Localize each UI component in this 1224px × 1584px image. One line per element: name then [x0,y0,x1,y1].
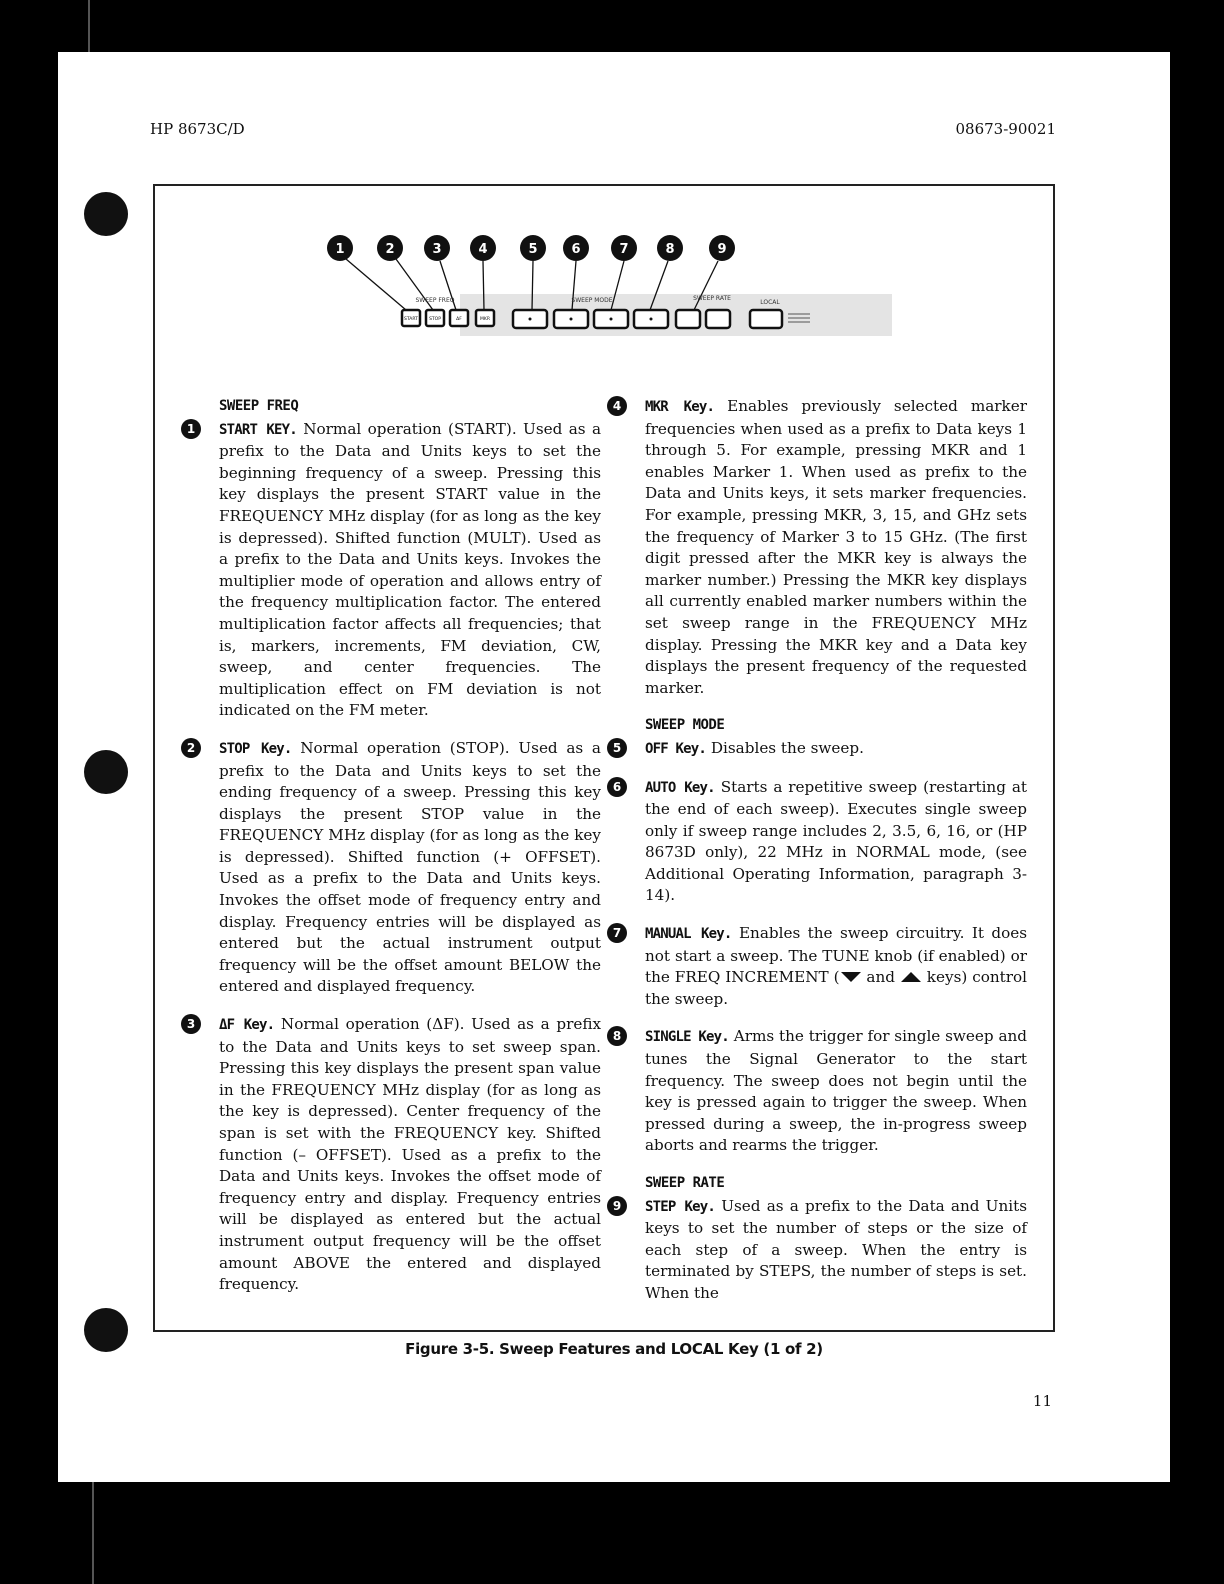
panel-label-sweep-freq: SWEEP FREQ [415,297,455,304]
section-heading-sweep-mode: SWEEP MODE [645,717,725,734]
callout-label-2: 2 [385,242,395,257]
manual-page [58,52,1170,1482]
callout-marker-7: 7 [607,923,627,943]
panel-label-local: LOCAL [760,299,780,306]
mkr-key-label: MKR [480,317,490,322]
start-key-label: START [404,317,418,322]
key-indicator [570,318,573,321]
callout-marker-8: 8 [607,1026,627,1046]
description-item-8 [612,1026,1027,1157]
callout-marker-6: 6 [607,777,627,797]
key-name-off: OFF Key. [645,740,707,757]
callout-marker-9: 9 [607,1196,627,1216]
local-key [750,310,782,328]
key-name-step: STEP Key. [645,1198,716,1215]
scan-edge-mark [92,1482,94,1584]
figure-frame [153,184,1055,1332]
key-name-start: START KEY. [219,421,297,438]
right-column [612,396,1028,1321]
description-text: Disables the sweep. [710,738,864,757]
description-item-5 [612,738,1027,761]
description-text: Arms the trigger for single sweep and tunes the Signal Generator to the start frequency. The sweep does not begin until the key is pressed again to trigger the sweep. When pressed during a sweep, the in-progress sweep aborts and rearms the trigger. [645,1027,1027,1155]
description-text: keys) control the sweep. [645,968,1027,1008]
description-item-7 [612,923,1028,1010]
callout-label-9: 9 [717,242,727,257]
description-text: Used as a prefix to the Data and Units keys to set the number of steps or the size of each step of a sweep. When the entry is terminated by STEPS, the number of steps is set. When the [645,1196,1027,1302]
panel-label-sweep-mode: SWEEP MODE [571,297,613,304]
callout-marker-4: 4 [607,396,627,416]
key-name-manual: MANUAL Key. [645,926,732,943]
left-column [186,396,602,1312]
delta-f-key-label: ΔF [456,317,462,322]
panel-label-sweep-rate: SWEEP RATE [693,295,731,302]
key-name-auto: AUTO Key. [645,779,715,796]
callout-label-8: 8 [665,242,675,257]
description-item-2 [186,738,601,998]
callout-label-6: 6 [571,242,581,257]
callout-label-4: 4 [478,242,488,257]
callout-label-5: 5 [528,242,538,257]
description-text: Normal operation (STOP). Used as a prefix to the Data and Units keys to set the ending frequency of a sweep. Pressing this key displays the present STOP value in the FREQUENCY MHz display (for as long as the key is depressed). Shifted function (+ OFFSET). Used as a prefix to the Data and Units keys. Invokes the offset mode of frequency entry and display. Frequency entries will be displayed as entered but the actual instrument output frequency will be the offset amount BELOW the entered and displayed frequency. [219,738,601,996]
callout-marker-2: 2 [181,738,201,758]
key-name-single: SINGLE Key. [645,1029,729,1046]
binder-hole [84,750,128,794]
callout-label-3: 3 [432,242,442,257]
description-item-1 [186,419,601,722]
page-number: 11 [1032,1392,1052,1410]
callout-marker-3: 3 [181,1014,201,1034]
scan-edge-mark [88,0,90,52]
key-indicator [610,318,613,321]
description-item-3 [186,1014,602,1296]
description-text: Enables previously selected marker frequencies when used as a prefix to Data keys 1 through 5. For example, pressing MKR and 1 enables Marker 1. When used as prefix to the Data and Units keys, it sets marker frequencies. For example, pressing MKR, 3, 15, and GHz sets the frequency of Marker 3 to 15 GHz. (The first digit pressed after the MKR key is always the marker number.) Pressing the MKR key displays all currently enabled marker numbers within the set sweep range in the FREQUENCY MHz display. Pressing the MKR key and a Data key displays the present frequency of the requested marker. [645,397,1027,697]
callout-marker-5: 5 [607,738,627,758]
key-name-stop: STOP Key. [219,740,292,757]
key-name-delta-f: ΔF Key. [219,1017,275,1034]
description-text: Starts a repetitive sweep (restarting at the end of each sweep). Executes single sweep only if sweep range includes 2, 3.5, 6, 16, or (HP 8673D only), 22 MHz in NORMAL mode, (see Additional Operating Information, paragraph 3-14). [645,777,1028,905]
stop-key-label: STOP [429,317,441,322]
callout-label-1: 1 [335,242,345,257]
figure-caption: Figure 3-5. Sweep Features and LOCAL Key (1 of 2) [405,1340,823,1358]
front-panel-illustration [310,228,900,346]
header-part-number: 08673-90021 [955,120,1056,138]
binder-hole [84,192,128,236]
description-text: Enables the sweep circuitry. It does not start a sweep. The TUNE knob (if enabled) or the FREQ INCREMENT ( [645,924,1028,987]
step-key [676,310,700,328]
description-text: Normal operation (ΔF). Used as a prefix to the Data and Units keys to set sweep span. Pressing this key displays the present span value in the FREQUENCY MHz display (for as long as the key is depressed). Center frequency of the span is set with the FREQUENCY key. Shifted function (– OFFSET). Used as a prefix to the Data and Units keys. Invokes the offset mode of frequency entry and display. Frequency entries will be displayed as entered but the actual instrument output frequency will be the offset amount ABOVE the entered and displayed frequency. [219,1015,602,1294]
header-model: HP 8673C/D [150,120,245,138]
description-item-9 [612,1196,1027,1305]
key-indicator [529,318,532,321]
description-item-6 [612,777,1028,908]
section-heading-sweep-rate: SWEEP RATE [645,1175,725,1191]
key-indicator [650,318,653,321]
callout-label-7: 7 [619,242,629,257]
description-text: Normal operation (START). Used as a prefix to the Data and Units keys to set the beginning frequency of a sweep. Pressing this key displays the present START value in the FREQUENCY MHz display (for as long as the key is depressed). Shifted function (MULT). Used as a prefix to the Data and Units keys. Invokes the multiplier mode of operation and allows entry of the frequency multiplication factor. The entered multiplication factor affects all frequencies; that is, markers, increments, FM deviation, CW, sweep, and center frequencies. The multiplication effect on FM deviation is not indicated on the FM meter. [219,419,601,720]
section-heading-sweep-freq: SWEEP FREQ [219,398,299,414]
down-arrow-key-icon [840,971,862,983]
up-arrow-key-icon [900,971,922,983]
callout-marker-1: 1 [181,419,201,439]
description-text: and [861,968,900,987]
key-name-mkr: MKR Key. [645,399,715,415]
description-item-4 [612,396,1027,699]
dwell-key [706,310,730,328]
